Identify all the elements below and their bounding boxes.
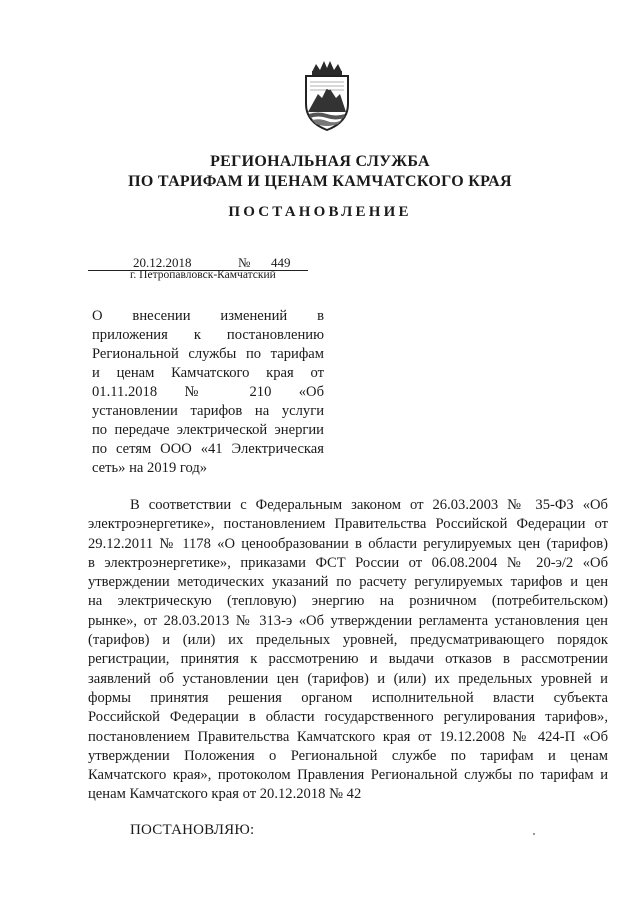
body-line: ценам Камчатского края от 20.12.2018 № 42 — [88, 786, 362, 803]
document-type-title: ПОСТАНОВЛЕНИЕ — [228, 204, 412, 220]
body-line: Камчатского края», протоколом Правления Региональной службы по тарифам и — [88, 767, 608, 784]
body-line: регистрации, принятия к рассмотрению и выдачи отказов в рассмотрении — [88, 651, 608, 668]
scan-speck — [533, 833, 535, 835]
subject-line: по передаче электрической энергии — [92, 422, 324, 438]
body-line: 29.12.2011 № 1178 «О ценообразовании в области регулируемых цен (тарифов) — [88, 535, 608, 552]
subject-line: по сетям ООО «41 Электрическая — [92, 441, 324, 457]
body-line: в электроэнергетике», приказами ФСТ России от 06.08.2004 № 20-э/2 «Об — [88, 554, 608, 571]
body-line: формы принятия решения органом исполнительной власти субъекта — [88, 689, 608, 706]
subject-line: 01.11.2018 № 210 «Об — [92, 384, 324, 400]
org-name-line2: ПО ТАРИФАМ И ЦЕНАМ КАМЧАТСКОГО КРАЯ — [128, 173, 512, 190]
document-city: г. Петропавловск-Камчатский — [130, 269, 276, 281]
body-line: В соответствии с Федеральным законом от 26.03.2003 № 35-ФЗ «Об — [130, 497, 608, 513]
body-line: рынке», от 28.03.2013 № 313-э «Об утверждении регламента установления цен — [88, 612, 608, 629]
body-line: постановлением Правительства Камчатского края от 19.12.2008 № 424-П «Об — [88, 728, 608, 745]
decree-heading: ПОСТАНОВЛЯЮ: — [130, 822, 255, 838]
subject-line: О внесении изменений в — [92, 308, 324, 324]
subject-line: приложения к постановлению — [92, 327, 324, 343]
subject-line: установлении тарифов на услуги — [92, 403, 324, 419]
body-line: утверждении методических указаний по расчету регулируемых тарифов и цен — [88, 574, 608, 591]
document-subject — [92, 307, 324, 478]
body-line: на электрическую (тепловую) энергию на розничном (потребительском) — [88, 593, 608, 610]
kamchatka-coat-of-arms-icon — [298, 58, 356, 134]
document-number: 449 — [271, 255, 291, 270]
body-line: заявлений об установлении цен (тарифов) и (или) их предельных уровней и — [88, 670, 608, 687]
subject-line: Региональной службы по тарифам — [92, 346, 324, 362]
body-line: Российской Федерации в области государственного регулирования тарифов», — [88, 709, 608, 726]
subject-line: сеть» на 2019 год» — [92, 460, 208, 476]
body-line: (тарифов) и (или) их предельных уровней, предусматривающего порядок — [88, 632, 608, 649]
document-body-paragraph — [88, 496, 608, 805]
body-line: электроэнергетике», постановлением Правительства Российской Федерации от — [88, 516, 608, 533]
org-name-line1: РЕГИОНАЛЬНАЯ СЛУЖБА — [210, 153, 430, 170]
number-sign: № — [238, 255, 251, 270]
subject-line: и ценам Камчатского края от — [92, 365, 324, 381]
body-line: утверждении Положения о Региональной службе по тарифам и ценам — [88, 747, 608, 764]
document-date: 20.12.2018 — [133, 255, 192, 270]
